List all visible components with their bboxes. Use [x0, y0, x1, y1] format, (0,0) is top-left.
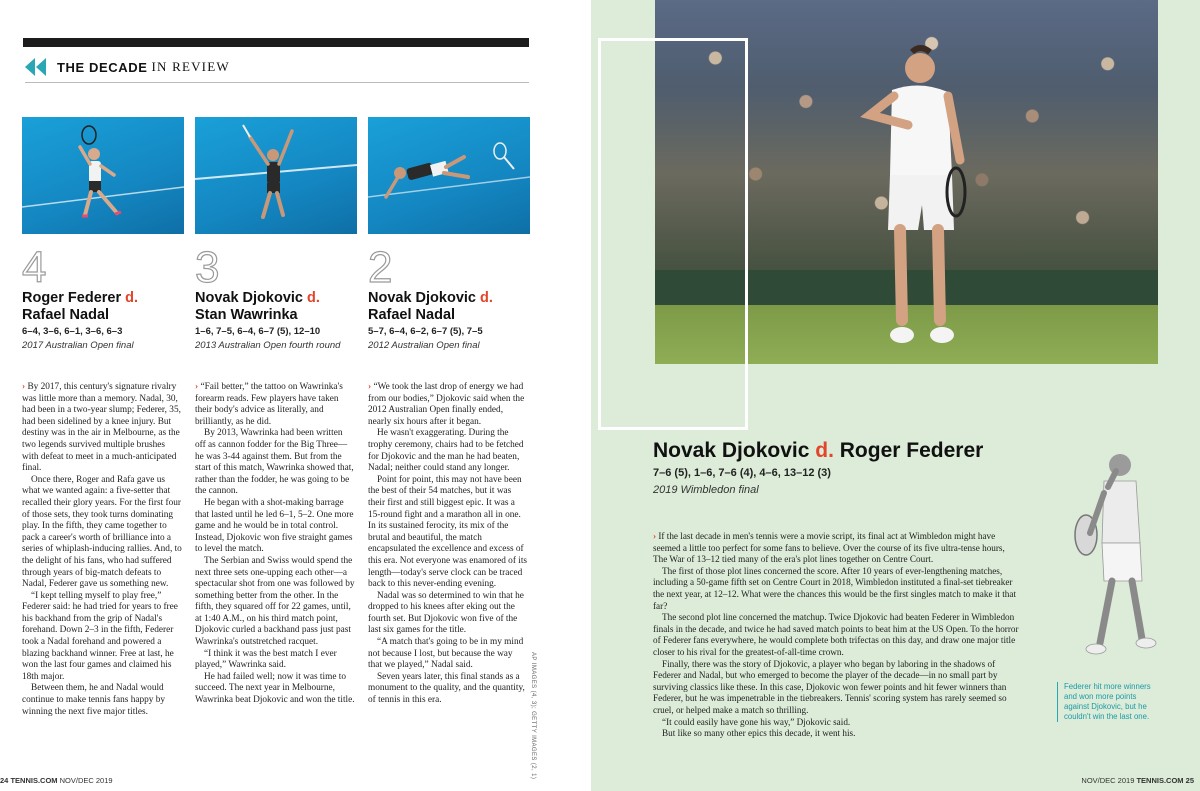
- header-divider: [25, 82, 529, 83]
- paragraph-marker-icon: ›: [653, 531, 657, 541]
- photo-credit: AP IMAGES (4, 3); GETTY IMAGES (2, 1): [530, 652, 536, 780]
- paragraph-marker-icon: ›: [22, 382, 26, 392]
- feature-score: 7–6 (5), 1–6, 7–6 (4), 4–6, 13–12 (3): [653, 467, 831, 479]
- paragraph: “It could easily have gone his way,” Djokovic said.: [662, 716, 851, 727]
- paragraph: Nadal was so determined to win that he dropped to his knees after eking out the fourth set. But Djokovic won five of the last six games for the title.: [368, 590, 524, 636]
- match-card-2: [368, 117, 530, 351]
- section-subtitle: IN REVIEW: [151, 59, 230, 74]
- match-photo-2: [368, 117, 530, 234]
- federer-cutout-photo: [1060, 443, 1160, 663]
- site-name: TENNIS.COM: [1136, 776, 1184, 785]
- defeated-marker: d.: [815, 439, 834, 462]
- match-photo-3: [195, 117, 357, 234]
- paragraph: “A match that's going to be in my mind not because I lost, but because the way that we played,” Nadal said.: [368, 637, 524, 671]
- defeated-marker: d.: [480, 290, 493, 306]
- feature-article: [653, 531, 1021, 740]
- section-header: [25, 57, 230, 77]
- loser-name: Stan Wawrinka: [195, 307, 298, 323]
- section-title: THE DECADE: [57, 59, 148, 75]
- article-column-2: [368, 382, 528, 707]
- article-column-4: [22, 382, 182, 718]
- paragraph: Once there, Roger and Rafa gave us what we wanted again: a five-setter that recalled their glory years. For the first four of those sets, they took turns dominating play. In the fifth, they came together to pack a career's worth of brilliance into a series of whiplash-inducing rallies. And, to the delight of his fans, who had suffered through years of big-match defeats to Nadal, Federer gave us something new.: [22, 474, 182, 590]
- rank-number-4: [22, 244, 184, 288]
- page-number: 24: [0, 776, 9, 785]
- loser-name: Rafael Nadal: [22, 307, 110, 323]
- match-score: 1–6, 7–5, 6–4, 6–7 (5), 12–10: [195, 326, 321, 337]
- paragraph: › If the last decade in men's tennis were a movie script, its final act at Wimbledon might have seemed a little too perfect for some fans to believe. Over the course of its five ultra-tense hours, The War of 13–12 tied many of the era's plot lines together on Centre Court.: [653, 531, 1005, 565]
- rank-1-outline-frame: [598, 38, 748, 430]
- match-card-4: [22, 117, 184, 351]
- svg-text:3: 3: [195, 244, 220, 288]
- paragraph: But like so many other epics this decade, it went his.: [662, 728, 856, 739]
- match-title: [368, 290, 530, 324]
- winner-name: Novak Djokovic: [653, 439, 810, 462]
- match-event: 2013 Australian Open fourth round: [195, 340, 341, 351]
- photo-caption: Federer hit more winners and won more points against Djokovic, but he couldn't win the last one.: [1057, 682, 1162, 722]
- paragraph: Point for point, this may not have been the best of their 54 matches, but it was their first and still biggest epic. It was a 15-round fight and a marathon all in one. In its sustained ferocity, its mix of the brutal and beautiful, the match encapsulated the excellence and excess of this era. Not everyone was enamored of its length—today's serve clock can be traced back to this never-ending evening.: [368, 474, 528, 590]
- player-figure: [850, 30, 970, 360]
- paragraph-marker-icon: ›: [195, 382, 199, 392]
- top-bar: [23, 38, 529, 47]
- paragraph: The Serbian and Swiss would spend the next three sets one-upping each other—a spectacular shot from one was followed by something better from the other. In the fifth, they squared off for 22 games, until, at 1:40 A.M., on his third match point, Djokovic curled a backhand pass just past Wawrinka's outstretched racquet.: [195, 555, 355, 648]
- svg-text:4: 4: [22, 244, 47, 288]
- svg-text:2: 2: [368, 244, 393, 288]
- match-card-3: [195, 117, 357, 351]
- paragraph-marker-icon: ›: [368, 382, 372, 392]
- feature-title: [653, 439, 983, 463]
- paragraph: He began with a shot-making barrage that lasted until he led 6–1, 5–2. One more game and he would be in total control. Instead, Djokovic won five straight games to level the match.: [195, 497, 354, 555]
- paragraph: Seven years later, this final stands as a monument to the quality, and the quantity, of tennis in this era.: [368, 671, 525, 706]
- paragraph: He had failed well; now it was time to succeed. The next year in Melbourne, Wawrinka beat Djokovic and won the title.: [195, 671, 355, 706]
- folio-left: [0, 776, 113, 785]
- paragraph: By 2013, Wawrinka had been written off as cannon fodder for the Big Three—he was 3-44 against them. But from the start of this match, Wawrinka showed that, rather than the fodder, he was going to be the cannon.: [195, 428, 354, 497]
- winner-name: Roger Federer: [22, 290, 122, 306]
- loser-name: Roger Federer: [839, 439, 984, 462]
- loser-name: Rafael Nadal: [368, 307, 456, 323]
- defeated-marker: d.: [307, 290, 320, 306]
- paragraph: “I think it was the best match I ever played,” Wawrinka said.: [195, 648, 337, 671]
- article-column-3: [195, 382, 355, 707]
- winner-name: Novak Djokovic: [368, 290, 476, 306]
- rank-number-3: [195, 244, 357, 288]
- paragraph: › “We took the last drop of energy we had from our bodies,” Djokovic said when the 2012 Australian Open finally ended, nearly six hours after it began.: [368, 382, 525, 427]
- paragraph: The first of those plot lines concerned the score. After 10 years of ever-lengthening matches, including a 50-game fifth set on Centre Court in 2018, Wimbledon instituted a final-set tiebreaker the next year, at 12–12. What were the chances this would be the first singles match to make it that far?: [653, 565, 1017, 611]
- match-score: 5–7, 6–4, 6–2, 6–7 (5), 7–5: [368, 326, 483, 337]
- page-number: 25: [1185, 776, 1194, 785]
- rank-number-2: [368, 244, 530, 288]
- issue-date: NOV/DEC 2019: [1081, 776, 1135, 785]
- paragraph: He wasn't exaggerating. During the trophy ceremony, chairs had to be fetched for Djokovic and the man he had beaten, Nadal; neither could stand any longer.: [368, 428, 524, 474]
- match-title: [22, 290, 184, 324]
- match-title: [195, 290, 357, 324]
- match-event: 2012 Australian Open final: [368, 340, 480, 351]
- paragraph: › “Fail better,” the tattoo on Wawrinka's forearm reads. Few players have taken their body's advice as literally, and brilliantly, as he did.: [195, 382, 343, 427]
- left-page: [0, 0, 591, 791]
- paragraph: The second plot line concerned the matchup. Twice Djokovic had beaten Federer in Wimbledon finals in the decade, and twice he had saved match points to beat him at the US Open. To the horror of Federer fans everywhere, he would complete both trifectas on this day, and draw one major title closer to his rival for the greatest-of-all-time crown.: [653, 612, 1019, 657]
- match-photo-4: [22, 117, 184, 234]
- issue-date: NOV/DEC 2019: [59, 776, 113, 785]
- defeated-marker: d.: [125, 290, 139, 306]
- folio-right: [1081, 776, 1194, 785]
- feature-event: 2019 Wimbledon final: [653, 484, 759, 496]
- winner-name: Novak Djokovic: [195, 290, 303, 306]
- paragraph: Finally, there was the story of Djokovic, a player who began by laboring in the shadows of Federer and Nadal, but who emerged to become the player of the decade—in no small part by surviving classics like these. In this case, Djokovic won fewer points and hit fewer winners than Federer, but he was impenetrable in the tiebreakers. Tennis' scoring system has rarely seemed so cruel, or helped make a match so thrilling.: [653, 658, 1007, 715]
- paragraph: “I kept telling myself to play free,” Federer said: he had tried for years to free his backhand from the grip of Nadal's forehand. Down 2–3 in the fifth, Federer took a Nadal forehand and powered a blazing backhand winner. Free at last, he won the last four games and claimed his 18th major.: [22, 590, 178, 682]
- match-score: 6–4, 3–6, 6–1, 3–6, 6–3: [22, 326, 123, 337]
- match-event: 2017 Australian Open final: [22, 340, 134, 351]
- site-name: TENNIS.COM: [10, 776, 58, 785]
- paragraph: Between them, he and Nadal would continue to make tennis fans happy by winning the next five major titles.: [22, 683, 166, 717]
- paragraph: › By 2017, this century's signature rivalry was little more than a memory. Nadal, 30, had been in a two-year slump; Federer, 35, had been sidelined by a knee injury. But destiny was in the air in Melbourne, as the two legends survived multiple brushes with defeat to meet in a much-anticipated final.: [22, 382, 181, 474]
- double-chevron-icon: [25, 58, 47, 76]
